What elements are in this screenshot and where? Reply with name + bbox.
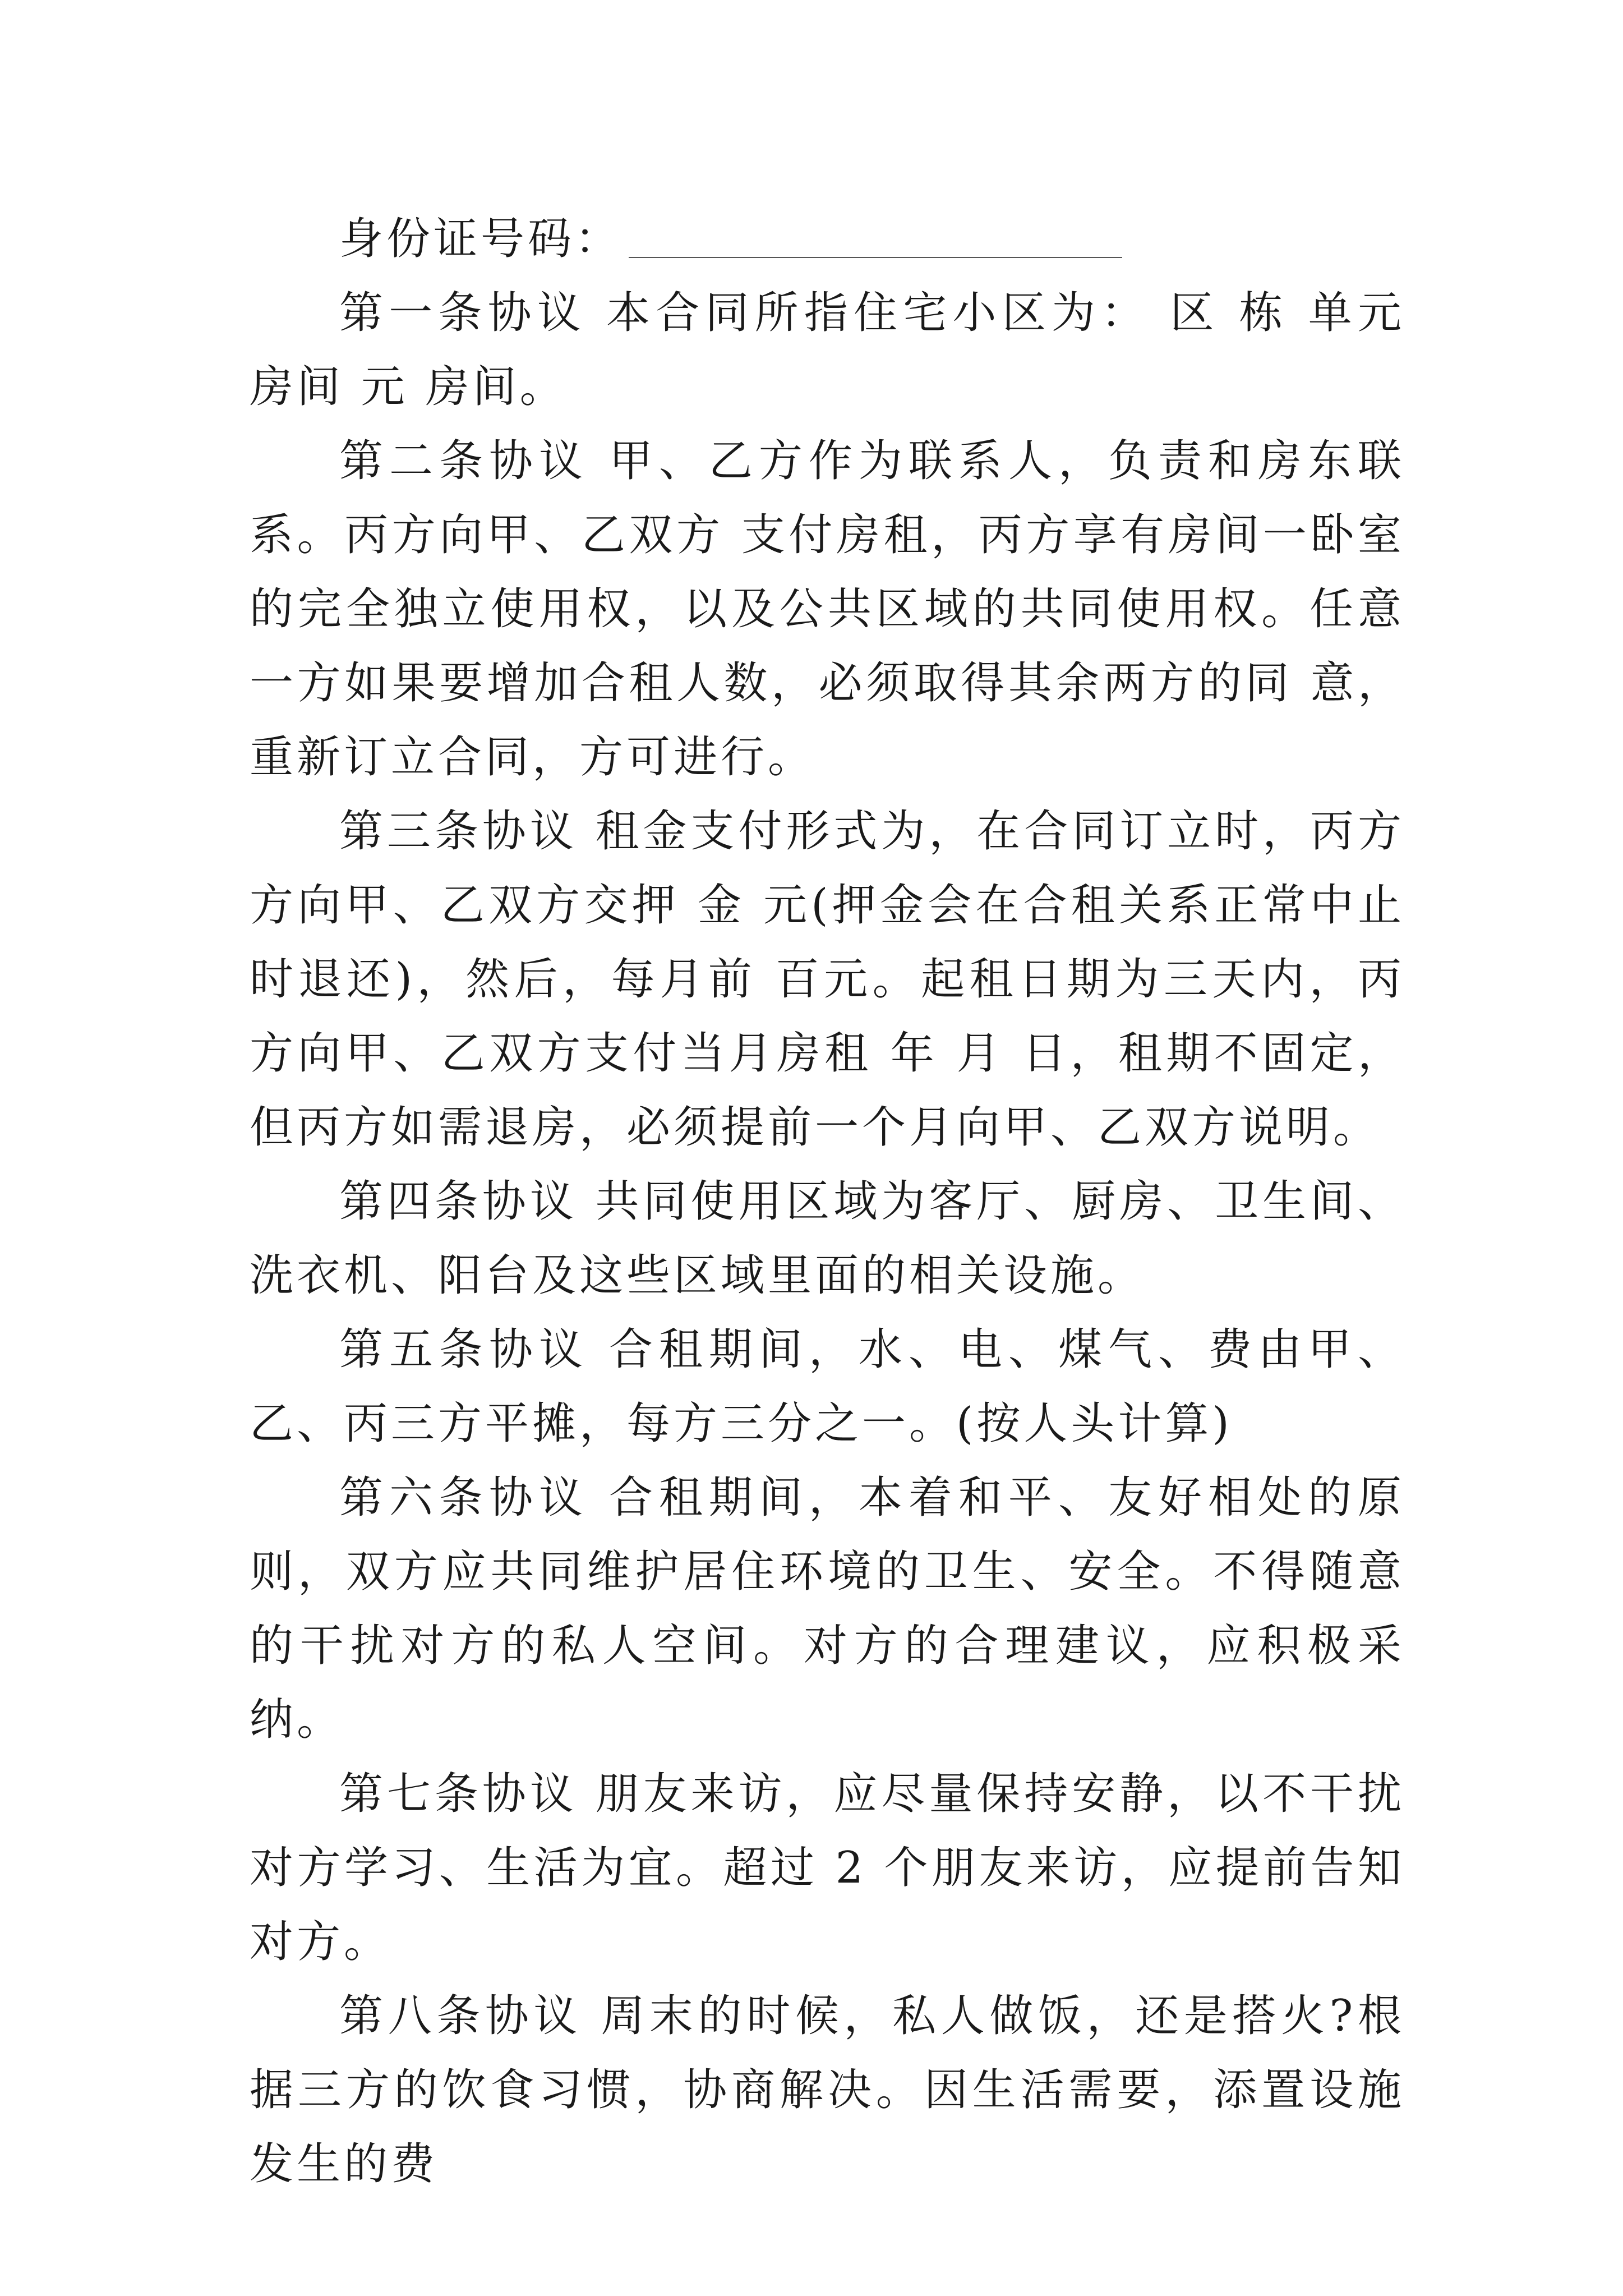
article-8: 第八条协议 周末的时候，私人做饭，还是搭火?根据三方的饮食习惯，协商解决。因生活需要，添置设施发生的费 [250, 1991, 1405, 2189]
article-6: 第六条协议 合租期间，本着和平、友好相处的原则，双方应共同维护居住环境的卫生、安全。不得随意的干扰对方的私人空间。对方的合理建议，应积极采纳。 [250, 1473, 1405, 1745]
article-1: 第一条协议 本合同所指住宅小区为： 区 栋 单元 房间 元 房间。 [250, 288, 1422, 412]
article-5: 第五条协议 合租期间，水、电、煤气、费由甲、乙、丙三方平摊，每方三分之一。(按人头计算) [250, 1324, 1405, 1449]
id-number-label: 身份证号码： [339, 214, 623, 264]
article-3: 第三条协议 租金支付形式为，在合同订立时，丙方方向甲、乙双方交押 金 元(押金会在合租关系正常中止时退还)，然后，每月前 百元。起租日期为三天内，丙方向甲、乙双方支付当月房租 年 月 日，租期不固定，但丙方如需退房，必须提前一个月向甲、乙双方说明。 [250, 806, 1405, 1153]
document-body [250, 202, 1422, 2201]
article-2: 第二条协议 甲、乙方作为联系人，负责和房东联系。丙方向甲、乙双方 支付房租，丙方享有房间一卧室的完全独立使用权，以及公共区域的共同使用权。任意一方如果要增加合租人数，必须取得其余两方的同 意，重新订立合同，方可进行。 [250, 436, 1405, 783]
id-number-line [250, 202, 1405, 276]
id-number-blank [629, 246, 1122, 258]
article-7: 第七条协议 朋友来访，应尽量保持安静，以不干扰对方学习、生活为宜。超过 2 个朋友来访，应提前告知对方。 [250, 1769, 1405, 1967]
article-4: 第四条协议 共同使用区域为客厅、厨房、卫生间、洗衣机、阳台及这些区域里面的相关设施。 [250, 1176, 1405, 1301]
